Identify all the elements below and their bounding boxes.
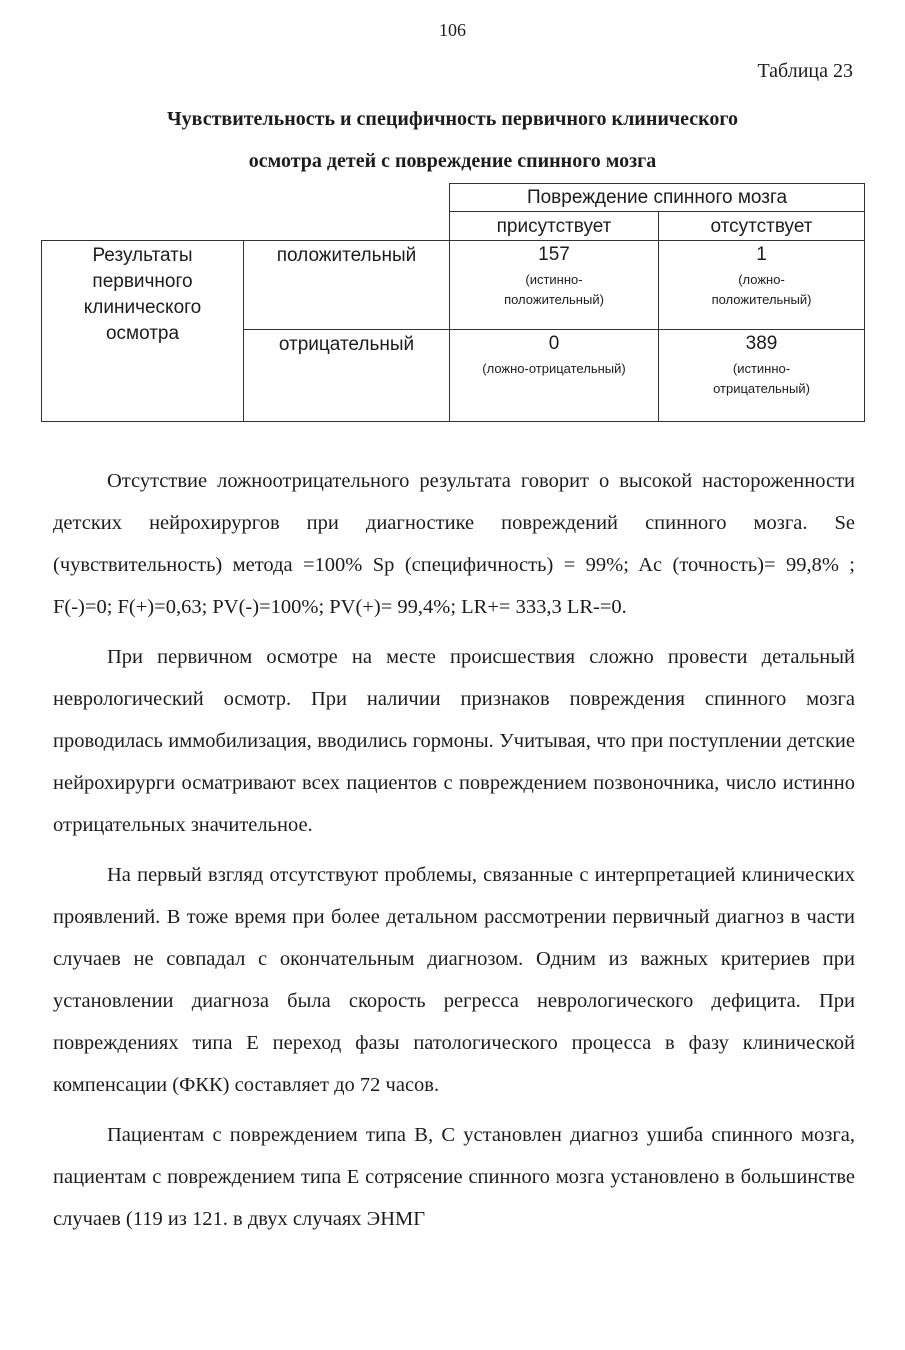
- page-number: 106: [439, 20, 466, 40]
- cell-value: 157: [538, 244, 570, 265]
- cell-true-positive: [450, 241, 659, 330]
- group-header-cell: [450, 184, 865, 212]
- empty-corner-cell: [42, 184, 244, 212]
- column-header-present-label: присутствует: [496, 216, 612, 237]
- cell-note: (ложно-отрицательный): [482, 361, 626, 376]
- row-label-negative: [244, 330, 450, 422]
- cell-false-negative: [450, 330, 659, 422]
- cell-value: 1: [756, 244, 767, 265]
- column-header-absent-label: отсутствует: [710, 216, 813, 237]
- row-label-positive: [244, 241, 450, 330]
- empty-corner-cell: [42, 212, 244, 241]
- cell-true-negative: [659, 330, 865, 422]
- paragraph: На первый взгляд отсутствуют проблемы, связанные с интерпретацией клинических проявлений. В тоже время при более детальном рассмотрении первичный диагноз в части случаев не совпадал с окончательным диагнозом. Одним из важных критериев при установлении диагноза была скорость регресса неврологического дефицита. При повреждениях типа Е переход фазы патологического процесса в фазу клинической компенсации (ФКК) составляет до 72 часов.: [53, 864, 855, 1096]
- empty-corner-cell: [244, 184, 450, 212]
- column-header-absent: [659, 212, 865, 241]
- table-title-line-2: осмотра детей с повреждение спинного мозга: [248, 150, 657, 172]
- cell-note: (истинно-отрицательный): [713, 361, 810, 396]
- empty-corner-cell: [244, 212, 450, 241]
- sensitivity-table: [41, 183, 865, 422]
- paragraph: Пациентам с повреждением типа В, С установлен диагноз ушиба спинного мозга, пациентам с повреждением типа Е сотрясение спинного мозга установлено в большинстве случаев (119 из 121. в двух случаях ЭНМГ: [53, 1124, 855, 1230]
- row-group-label: Результаты первичного клинического осмотра: [83, 245, 202, 344]
- table-title-line-1: Чувствительность и специфичность первичного клинического: [166, 108, 738, 130]
- paragraph: Отсутствие ложноотрицательного результата говорит о высокой настороженности детских нейрохирургов при диагностике повреждений спинного мозга. Se (чувствительность) метода =100% Sp (специфичность) = 99%; Ac (точность)= 99,8% ; F(-)=0; F(+)=0,63; PV(-)=100%; PV(+)= 99,4%; LR+= 333,3 LR-=0.: [53, 470, 855, 618]
- row-group-label-cell: [42, 241, 244, 422]
- row-label-text: положительный: [276, 245, 417, 266]
- column-header-present: [450, 212, 659, 241]
- row-label-text: отрицательный: [278, 334, 415, 355]
- cell-false-positive: [659, 241, 865, 330]
- group-header-label: Повреждение спинного мозга: [526, 187, 788, 208]
- body-text: [53, 460, 855, 1240]
- table-label: Таблица 23: [757, 60, 853, 82]
- cell-note: (ложно-положительный): [711, 272, 812, 307]
- table-title: [40, 98, 865, 182]
- cell-note: (истинно-положительный): [504, 272, 604, 307]
- paragraph: При первичном осмотре на месте происшествия сложно провести детальный неврологический осмотр. При наличии признаков повреждения спинного мозга проводилась иммобилизация, вводились гормоны. Учитывая, что при поступлении детские нейрохирурги осматривают всех пациентов с повреждением позвоночника, число истинно отрицательных значительное.: [53, 646, 855, 836]
- cell-value: 0: [548, 333, 560, 354]
- cell-value: 389: [745, 333, 778, 354]
